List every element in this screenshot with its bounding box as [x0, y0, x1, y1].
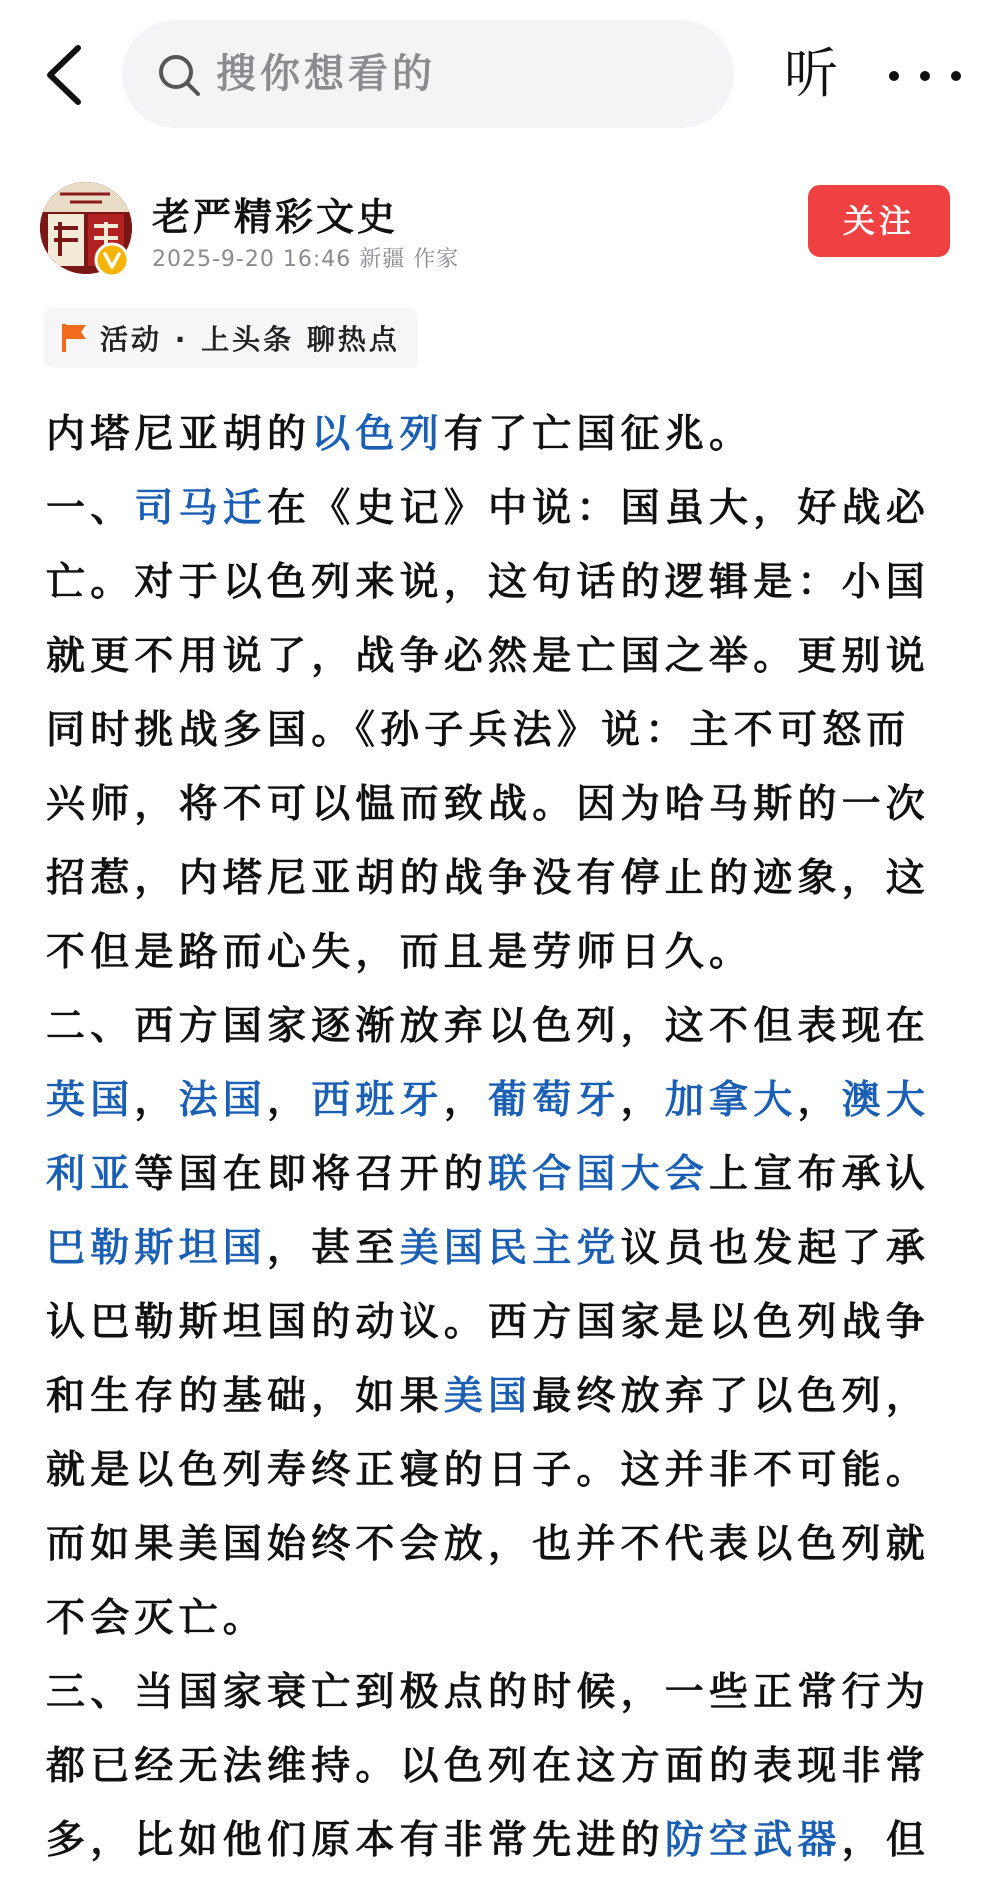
back-button[interactable] — [40, 40, 90, 110]
post-meta: 2025-9-20 16:46 新疆 作家 — [152, 247, 460, 272]
follow-button[interactable]: 关注 — [808, 185, 950, 257]
link-spain[interactable]: 西班牙 — [311, 1078, 444, 1123]
link-israel[interactable]: 以色列 — [311, 412, 444, 457]
verified-badge-icon — [94, 242, 130, 278]
text: 三、当国家衰亡到极点的时候，一些正常行为都已经无法维持。以色列在这方面的表现非常多，比如他们原本有非常先进的 — [46, 1670, 931, 1863]
text: 议员也发起了承认巴勒斯坦国的动议。西方国家是以色列战争和生存的基础，如果 — [46, 1226, 931, 1419]
text: 有了亡国征兆。 — [443, 412, 754, 457]
text: 在《史记》中说：国虽大，好战必亡。对于以色列来说，这句话的逻辑是：小国就更不用说了，战争必然是亡国之举。更别说同时挑战多国。《孙子兵法》说：主不可怒而兴师，将不可以愠而致战。因为哈马斯的一次招惹，内塔尼亚胡的战争没有停止的迹象，这不但是路而心失，而且是劳师日久。 — [46, 486, 931, 975]
paragraph-4 — [46, 1656, 946, 1878]
author-row — [0, 170, 986, 290]
text: 一、 — [46, 486, 135, 531]
link-usa[interactable]: 美国 — [443, 1374, 533, 1419]
link-australia[interactable]: 澳大利亚 — [46, 1078, 931, 1197]
flag-icon — [60, 322, 88, 354]
text: 内塔尼亚胡的 — [46, 412, 312, 457]
link-uk[interactable]: 英国 — [46, 1078, 135, 1123]
listen-button[interactable]: 听 — [784, 42, 838, 105]
paragraph-2 — [46, 472, 946, 990]
text: ， — [797, 1078, 842, 1123]
link-france[interactable]: 法国 — [178, 1078, 268, 1123]
chevron-left-icon — [40, 40, 90, 110]
text: ， — [443, 1078, 489, 1123]
link-portugal[interactable]: 葡萄牙 — [488, 1078, 621, 1123]
text: ， — [134, 1078, 179, 1123]
paragraph-1 — [46, 398, 946, 472]
activity-label: 活动 · 上头条 聊热点 — [100, 323, 400, 356]
text: ，但 — [841, 1818, 931, 1863]
text: ， — [267, 1078, 312, 1123]
text: ， — [620, 1078, 665, 1123]
search-icon — [156, 52, 202, 98]
link-canada[interactable]: 加拿大 — [664, 1078, 798, 1123]
more-horizontal-icon — [880, 56, 970, 96]
link-un-general-assembly[interactable]: 联合国大会 — [488, 1152, 710, 1197]
paragraph-3 — [46, 990, 946, 1656]
link-air-defense-weapons[interactable]: 防空武器 — [664, 1818, 842, 1863]
search-box[interactable] — [122, 20, 734, 128]
more-button[interactable] — [880, 56, 970, 96]
text: 二、西方国家逐渐放弃以色列，这不但表现在 — [46, 1004, 931, 1049]
activity-tag[interactable] — [44, 308, 418, 368]
link-palestine[interactable]: 巴勒斯坦国 — [46, 1226, 268, 1271]
link-sima-qian[interactable]: 司马迁 — [134, 486, 268, 531]
author-name[interactable]: 老严精彩文史 — [152, 195, 399, 239]
text: 等国在即将召开的 — [134, 1152, 489, 1197]
text: 最终放弃了以色列，就是以色列寿终正寝的日子。这并非不可能。而如果美国始终不会放，也并不代表以色列就不会灭亡。 — [46, 1374, 931, 1641]
link-us-democratic-party[interactable]: 美国民主党 — [399, 1226, 621, 1271]
text: ，甚至 — [267, 1226, 400, 1271]
text: 上宣布承认 — [709, 1152, 931, 1197]
search-placeholder: 搜你想看的 — [216, 51, 436, 97]
article-body — [46, 398, 946, 1878]
top-bar — [0, 0, 986, 150]
